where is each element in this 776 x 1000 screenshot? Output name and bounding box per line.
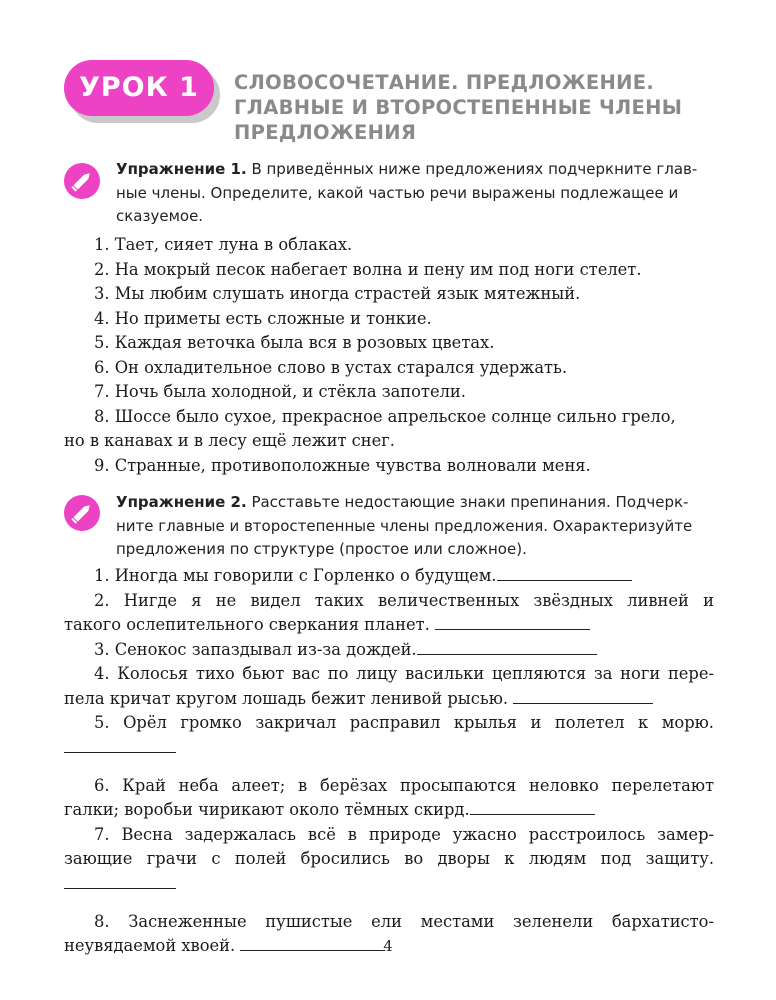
page-number: 4 bbox=[383, 937, 393, 955]
exercise-1-items bbox=[64, 233, 714, 478]
list-item: 8. Шоссе было сухое, прекрасное апрельское солнце сильно грело, bbox=[94, 406, 676, 426]
lesson-title-line: ПРЕДЛОЖЕНИЯ bbox=[234, 121, 417, 144]
list-item bbox=[64, 736, 714, 774]
list-item: 7. Весна задержалась всё в природе ужасно расстроилось замер- bbox=[94, 824, 714, 844]
pencil-icon bbox=[64, 495, 100, 531]
list-item: 8. Заснеженные пушистые ели местами зеленели бархатисто- bbox=[94, 911, 714, 931]
list-item: пела кричат кругом лошадь бежит ленивой рысью. bbox=[64, 687, 714, 712]
list-item: 4. Колосья тихо бьют вас по лицу васильки цепляются за ноги пере- bbox=[94, 664, 714, 683]
exercise-2-items bbox=[64, 564, 714, 959]
list-item: 2. Нигде я не видел таких величественных звёздных ливней и bbox=[94, 590, 714, 610]
lesson-title-line: ГЛАВНЫЕ И ВТОРОСТЕПЕННЫЕ ЧЛЕНЫ bbox=[234, 96, 683, 119]
list-item: 4. Но приметы есть сложные и тонкие. bbox=[94, 308, 432, 328]
answer-blank[interactable] bbox=[497, 564, 632, 581]
list-item bbox=[64, 872, 714, 910]
pencil-icon bbox=[64, 163, 100, 199]
list-item: 9. Странные, противоположные чувства волновали меня. bbox=[94, 455, 591, 475]
list-item: неувядаемой хвоей. bbox=[64, 934, 714, 959]
list-item: 5. Орёл громко закричал расправил крылья и полетел к морю. bbox=[94, 713, 714, 732]
exercise-1-label: Упражнение 1. bbox=[116, 160, 247, 178]
answer-blank[interactable] bbox=[470, 798, 595, 815]
answer-blank[interactable] bbox=[417, 638, 597, 655]
list-item: галки; воробьи чирикают около тёмных скирд. bbox=[64, 798, 714, 823]
answer-blank[interactable] bbox=[435, 613, 590, 630]
list-item: 5. Каждая веточка была вся в розовых цветах. bbox=[94, 333, 495, 352]
lesson-title-line: СЛОВОСОЧЕТАНИЕ. ПРЕДЛОЖЕНИЕ. bbox=[234, 71, 655, 94]
list-item: 6. Он охладительное слово в устах старался удержать. bbox=[94, 357, 568, 377]
list-item: 3. Мы любим слушать иногда страстей язык мятежный. bbox=[94, 284, 581, 303]
exercise-1-task: Упражнение 1. В приведённых ниже предложениях подчеркните глав- ные члены. Определите, какой частью речи выражены подлежащее и сказуемое. bbox=[116, 160, 698, 225]
list-item: 6. Край неба алеет; в берёзах просыпаются неловко перелетают bbox=[94, 775, 714, 795]
list-item: 3. Сенокос запаздывал из-за дождей. bbox=[64, 638, 714, 663]
list-item: 7. Ночь была холодной, и стёкла запотели. bbox=[94, 382, 466, 401]
exercise-2-label: Упражнение 2. bbox=[116, 493, 247, 511]
list-item: зающие грачи с полей бросились во дворы к людям под защиту. bbox=[64, 849, 714, 868]
answer-blank[interactable] bbox=[64, 736, 176, 753]
lesson-badge: УРОК 1 bbox=[64, 60, 214, 116]
exercise-2-task: Упражнение 2. Расставьте недостающие знаки препинания. Подчерк- ните главные и второстепенные члены предложения. Охарактеризуйте предложения по структуре (простое или сложное). bbox=[116, 493, 693, 558]
answer-blank[interactable] bbox=[513, 687, 653, 704]
list-item: 1. Тает, сияет луна в облаках. bbox=[94, 235, 353, 254]
lesson-title bbox=[234, 70, 734, 145]
answer-blank[interactable] bbox=[64, 872, 176, 889]
list-item: 2. На мокрый песок набегает волна и пену им под ноги стелет. bbox=[94, 259, 642, 279]
list-item: 1. Иногда мы говорили с Горленко о будущем. bbox=[64, 564, 714, 589]
list-item: но в канавах и в лесу ещё лежит снег. bbox=[64, 431, 395, 450]
list-item: такого ослепительного сверкания планет. bbox=[64, 613, 714, 638]
